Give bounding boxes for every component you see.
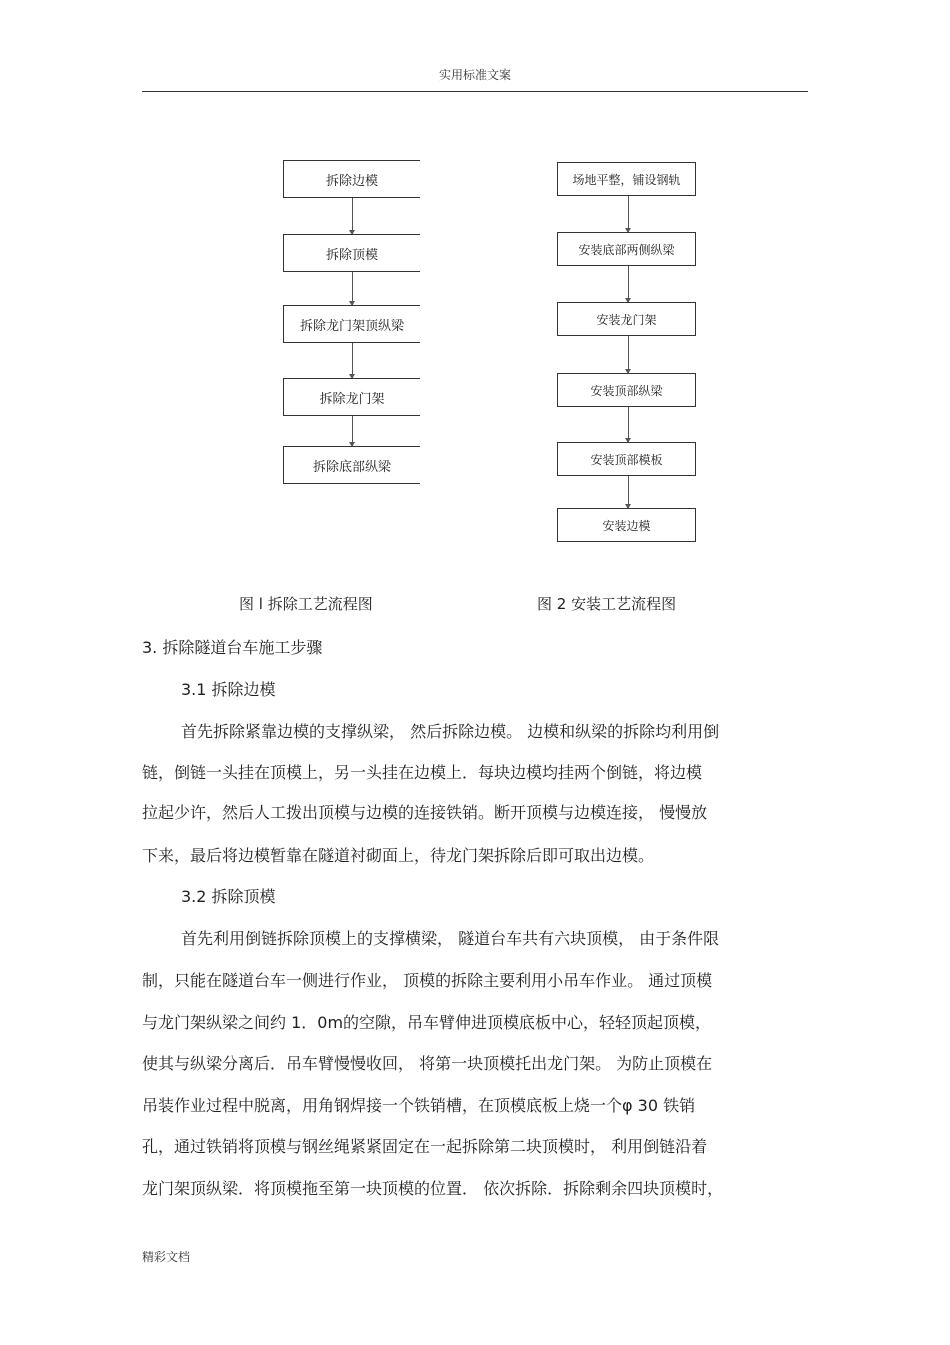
figure1-caption: 图 l 拆除工艺流程图	[239, 595, 373, 613]
body-line: 首先利用倒链拆除顶模上的支撑横梁， 隧道台车共有六块顶模， 由于条件限	[181, 929, 720, 948]
flow1-arrow-4	[352, 416, 353, 446]
flow2-step-6: 安装边模	[557, 508, 696, 542]
body-line: 吊装作业过程中脱离，用角钢焊接一个铁销槽，在顶模底板上烧一个φ 30 铁销	[142, 1096, 696, 1115]
flow2-arrow-3	[628, 336, 629, 373]
body-line: 与龙门架纵梁之间约 1．0m的空隙，吊车臂伸进顶模底板中心，轻轻顶起顶模，	[142, 1013, 712, 1032]
body-line: 使其与纵梁分离后．吊车臂慢慢收回， 将第一块顶模托出龙门架。 为防止顶模在	[142, 1054, 713, 1073]
subsection-heading-3-2: 3.2 拆除顶模	[181, 887, 276, 906]
body-line: 拉起少许，然后人工拨出顶模与边模的连接铁销。断开顶模与边模连接， 慢慢放	[142, 803, 708, 822]
flow1-step-1: 拆除边模	[283, 160, 420, 198]
flow1-step-3: 拆除龙门架顶纵梁	[283, 305, 420, 343]
body-line: 下来，最后将边模暂靠在隧道衬砌面上，待龙门架拆除后即可取出边模。	[142, 846, 655, 865]
page-header: 实用标准文案	[438, 68, 511, 82]
flow2-arrow-5	[628, 476, 629, 508]
flow2-arrow-4	[628, 407, 629, 442]
section-heading: 3. 拆除隧道台车施工步骤	[142, 638, 323, 657]
flow2-step-5: 安装顶部模板	[557, 442, 696, 476]
flow1-step-2: 拆除顶模	[283, 234, 420, 272]
flow1-arrow-1	[352, 198, 353, 234]
body-line: 制，只能在隧道台车一侧进行作业， 顶模的拆除主要利用小吊车作业。 通过顶模	[142, 971, 713, 990]
flow1-step-5: 拆除底部纵梁	[283, 446, 420, 484]
flow2-step-2: 安装底部两侧纵梁	[557, 232, 696, 266]
flow1-arrow-3	[352, 343, 353, 378]
flow2-step-4: 安装顶部纵梁	[557, 373, 696, 407]
body-line: 孔，通过铁销将顶模与钢丝绳紧紧固定在一起拆除第二块顶模时， 利用倒链沿着	[142, 1137, 708, 1156]
body-line: 链，倒链一头挂在顶模上，另一头挂在边模上．每块边模均挂两个倒链，将边模	[142, 763, 703, 782]
flow2-arrow-2	[628, 266, 629, 302]
flow1-step-4: 拆除龙门架	[283, 378, 420, 416]
body-line: 首先拆除紧靠边模的支撑纵梁， 然后拆除边模。 边模和纵梁的拆除均利用倒	[181, 722, 720, 741]
body-line: 龙门架顶纵梁．将顶模拖至第一块顶模的位置． 依次拆除．拆除剩余四块顶模时，	[142, 1179, 724, 1198]
page-footer: 精彩文档	[142, 1250, 191, 1264]
flow1-arrow-2	[352, 272, 353, 305]
figure2-caption: 图 2 安装工艺流程图	[537, 595, 677, 613]
flow2-step-3: 安装龙门架	[557, 302, 696, 336]
subsection-heading-3-1: 3.1 拆除边模	[181, 680, 276, 699]
header-rule	[142, 91, 808, 92]
flow2-arrow-1	[628, 196, 629, 232]
flow2-step-1: 场地平整，铺设钢轨	[557, 162, 696, 196]
